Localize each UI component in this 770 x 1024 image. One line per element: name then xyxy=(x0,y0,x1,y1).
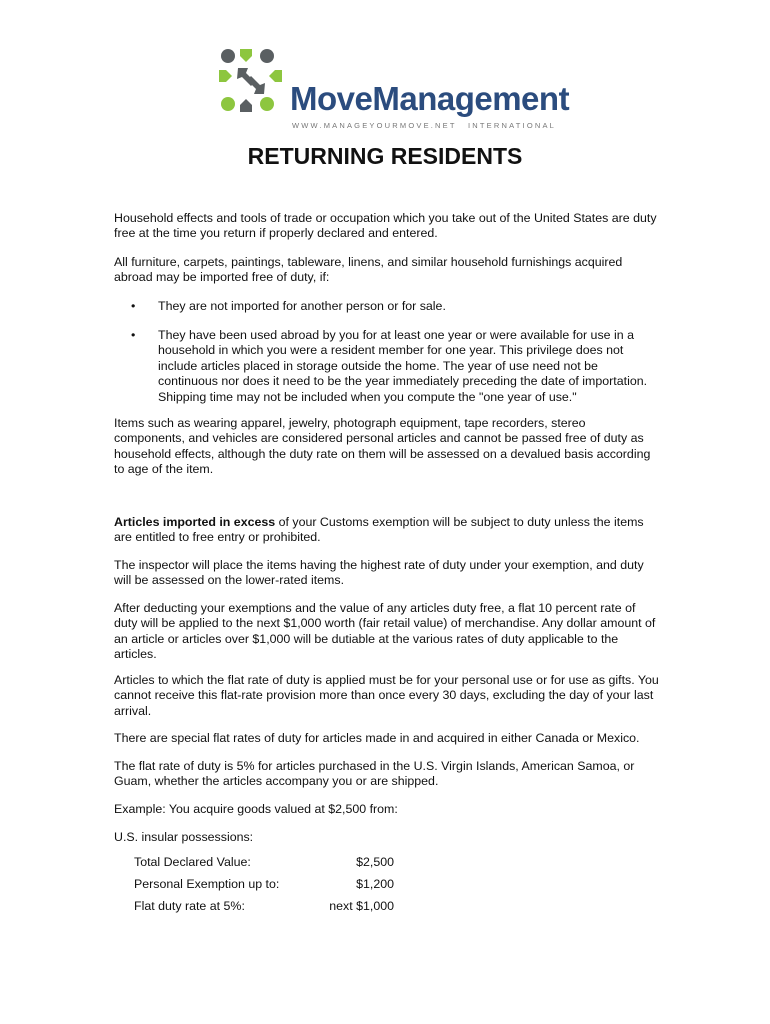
paragraph-4-bold: Articles imported in excess xyxy=(114,515,276,529)
table-cell-label: Personal Exemption up to: xyxy=(134,877,280,891)
table-cell-label: Flat duty rate at 5%: xyxy=(134,899,245,913)
paragraph-10: Example: You acquire goods valued at $2,500 from: xyxy=(114,802,398,816)
table-cell-value: next $1,000 xyxy=(329,899,394,913)
paragraph-5: The inspector will place the items having the highest rate of duty under your exemption, and duty will be assessed on the lower-rated items. xyxy=(114,558,644,588)
list-item-text: They have been used abroad by you for at least one year or were available for use in a household in which you were a resident member for one year. This privilege does not include articles placed in storage outside the home. The year of use need not be continuous nor does it need to be the year immediately preceding the date of importation. Shipping time may not be included when you compute the "one year of use." xyxy=(158,328,648,404)
paragraph-1: Household effects and tools of trade or occupation which you take out of the United States are duty free at the time you return if properly declared and entered. xyxy=(114,211,657,241)
table-cell-value: $2,500 xyxy=(356,855,394,869)
paragraph-11: U.S. insular possessions: xyxy=(114,830,254,844)
table-cell-value: $1,200 xyxy=(356,877,394,891)
paragraph-3: Items such as wearing apparel, jewelry, photograph equipment, tape recorders, stereo components, and vehicles are considered personal articles and cannot be passed free of duty as household effects, although the duty rate on them will be assessed on a devalued basis according to age of the item. xyxy=(114,416,651,477)
brand-name: MoveManagement xyxy=(290,80,570,117)
bullet-icon: • xyxy=(131,299,136,313)
table-cell-label: Total Declared Value: xyxy=(134,855,251,869)
table-row xyxy=(134,877,394,893)
paragraph-2: All furniture, carpets, paintings, tableware, linens, and similar household furnishings acquired abroad may be imported free of duty, if: xyxy=(114,255,623,285)
brand-international: INTERNATIONAL xyxy=(468,121,557,130)
paragraph-9: The flat rate of duty is 5% for articles purchased in the U.S. Virgin Islands, American Samoa, or Guam, whether the articles accompany you or are shipped. xyxy=(114,759,635,789)
paragraph-8: There are special flat rates of duty for articles made in and acquired in either Canada or Mexico. xyxy=(114,731,640,745)
logo-mark-icon xyxy=(216,46,286,116)
table-row xyxy=(134,899,394,915)
brand-logo xyxy=(216,46,570,136)
brand-url: WWW.MANAGEYOURMOVE.NET xyxy=(292,121,457,130)
paragraph-4-rest: of your Customs exemption will be subject to duty unless the items are entitled to free entry or prohibited. xyxy=(114,515,644,545)
table-row xyxy=(134,855,394,871)
page-title: RETURNING RESIDENTS xyxy=(247,143,523,169)
paragraph-4 xyxy=(114,515,659,546)
paragraph-7: Articles to which the flat rate of duty is applied must be for your personal use or for use as gifts. You cannot receive this flat-rate provision more than once every 30 days, excluding the day of your last arrival. xyxy=(114,673,659,718)
paragraph-6: After deducting your exemptions and the value of any articles duty free, a flat 10 percent rate of duty will be applied to the next $1,000 worth (fair retail value) of merchandise. Any dollar amount of an article or articles over $1,000 will be dutiable at the various rates of duty applicable to the articles. xyxy=(114,601,656,662)
list-item-text: They are not imported for another person or for sale. xyxy=(158,299,446,313)
bullet-icon: • xyxy=(131,328,136,342)
